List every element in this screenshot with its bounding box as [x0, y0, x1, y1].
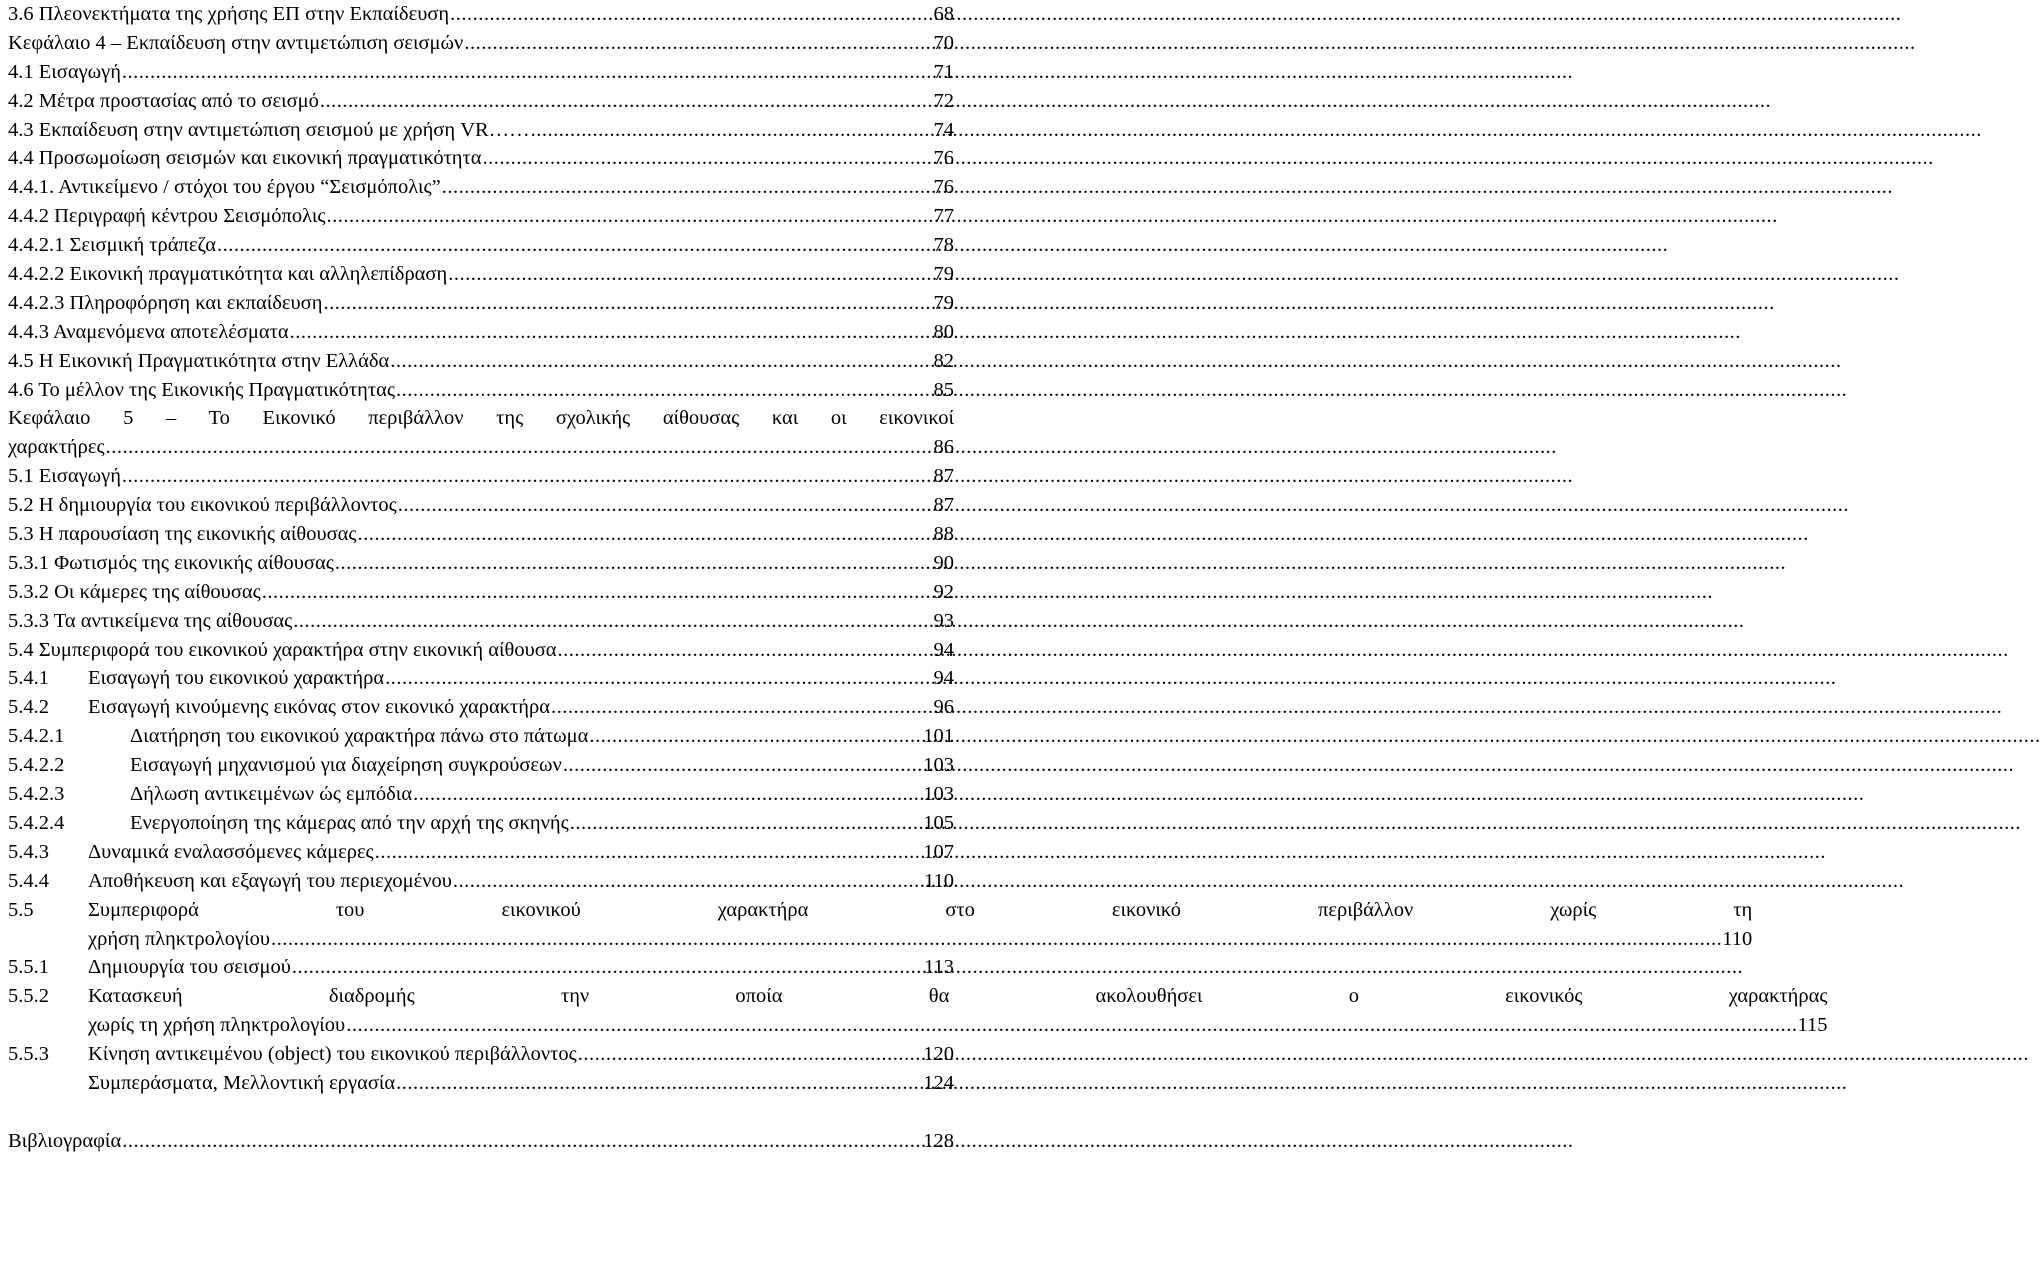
- dot-leader: [551, 693, 934, 722]
- toc-entry-page: 74: [933, 118, 954, 141]
- dot-leader: [292, 953, 924, 982]
- toc-entry-continuation: [88, 925, 1752, 954]
- toc-entry-title: Δυναμικά εναλασσόμενες κάμερες: [88, 840, 374, 863]
- toc-entry-page: 101: [923, 725, 954, 748]
- dot-leader: [563, 751, 923, 780]
- dot-leader: [293, 607, 933, 636]
- toc-entry-page: 77: [933, 205, 954, 228]
- toc-entry-continuation: [88, 1011, 1827, 1040]
- toc-entry: [8, 0, 954, 29]
- toc-entry: [8, 809, 954, 838]
- toc-entry-page: 80: [933, 320, 954, 343]
- toc-entry-title: 4.4.1. Αντικείμενο / στόχοι του έργου “Σεισμόπολις”: [8, 176, 441, 199]
- toc-entry-number: 5.4.2.1: [8, 725, 65, 748]
- dot-leader: [122, 1127, 923, 1156]
- toc-entry-page: 105: [923, 811, 954, 834]
- toc-entry-title: Εισαγωγή κινούμενης εικόνας στον εικονικό χαρακτήρα: [88, 696, 550, 719]
- toc-entry: [8, 867, 954, 896]
- toc-entry: [8, 607, 954, 636]
- toc-entry: [8, 520, 954, 549]
- toc-entry-page: 115: [1797, 1014, 1828, 1037]
- toc-entry-page: 71: [933, 60, 954, 83]
- toc-entry: [8, 636, 954, 665]
- toc-entry-page: 94: [933, 667, 954, 690]
- toc-entry-page: 110: [924, 869, 954, 892]
- toc-entry-title-line2: χρήση πληκτρολογίου: [88, 927, 270, 950]
- toc-entry-page: 96: [933, 696, 954, 719]
- toc-entry-title: 4.4.3 Αναμενόμενα αποτελέσματα: [8, 320, 289, 343]
- toc-entry-page: 87: [933, 465, 954, 488]
- toc-entry: [8, 549, 954, 578]
- toc-entry-title: 5.2 Η δημιουργία του εικονικού περιβάλλοντος: [8, 494, 397, 517]
- toc-entry: [8, 462, 954, 491]
- dot-leader: [320, 87, 934, 116]
- dot-leader: [464, 29, 933, 58]
- toc-entry-title: Αποθήκευση και εξαγωγή του περιεχομένου: [88, 869, 452, 892]
- toc-entry-page: 85: [933, 378, 954, 401]
- toc-entry: [8, 664, 954, 693]
- toc-entry-number: 5.5: [8, 898, 34, 921]
- toc-entry-number: 5.4.2.3: [8, 783, 65, 806]
- toc-entry: [8, 693, 954, 722]
- toc-entry-title: 4.4 Προσωμοίωση σεισμών και εικονική πραγματικότητα: [8, 147, 482, 170]
- toc-entry: [8, 751, 954, 780]
- toc-entry-title: 4.2 Μέτρα προστασίας από το σεισμό: [8, 89, 319, 112]
- toc-entry: [8, 491, 954, 520]
- toc-entry: [8, 260, 954, 289]
- toc-entry-page: 120: [923, 1043, 954, 1066]
- toc-entry-page: 110: [1722, 927, 1753, 950]
- dot-leader: [271, 925, 1722, 954]
- toc-entry-title: Κίνηση αντικειμένου (object) του εικονικού περιβάλλοντος: [88, 1043, 577, 1066]
- toc-entry-number: 5.4.2.2: [8, 754, 65, 777]
- toc-entry: [8, 29, 954, 58]
- toc-entry-title: 4.4.2 Περιγραφή κέντρου Σεισμόπολις: [8, 205, 326, 228]
- dot-leader: [290, 318, 934, 347]
- toc-entry-title-line1: Κεφάλαιο 5 – Το Εικονικό περιβάλλον της σχολικής αίθουσας και οι εικονικοί: [8, 407, 954, 430]
- toc-entry-title: Δημιουργία του σεισμού: [88, 956, 291, 979]
- dot-leader: [453, 867, 924, 896]
- dot-leader: [385, 664, 933, 693]
- toc-entry-multiline: [8, 404, 954, 462]
- toc-entry-page: 90: [933, 551, 954, 574]
- toc-entry-page: 113: [924, 956, 954, 979]
- dot-leader: [390, 347, 933, 376]
- toc-entry-page: 124: [923, 1071, 954, 1094]
- dot-leader: [375, 838, 924, 867]
- toc-entry: [8, 376, 954, 405]
- toc-entry-multiline: [8, 896, 1753, 954]
- toc-entry-title: 4.1 Εισαγωγή: [8, 60, 121, 83]
- toc-entry: [8, 578, 954, 607]
- toc-entry-page: 107: [923, 840, 954, 863]
- toc-entry-title: Ενεργοποίηση της κάμερας από την αρχή της σκηνής: [130, 811, 569, 834]
- toc-entry: [8, 780, 954, 809]
- toc-entry-title: Εισαγωγή μηχανισμού για διαχείρηση συγκρούσεων: [130, 754, 562, 777]
- dot-leader: [326, 202, 933, 231]
- toc-entry-page: 87: [933, 494, 954, 517]
- toc-entry: [8, 953, 954, 982]
- toc-entry-page: 88: [933, 523, 954, 546]
- toc-entry: [8, 144, 954, 173]
- toc-entry-title-line2: χαρακτήρες: [8, 436, 105, 459]
- toc-entry-title: Βιβλιογραφία: [8, 1129, 122, 1152]
- toc-entry-title: Διατήρηση του εικονικού χαρακτήρα πάνω στο πάτωμα: [130, 725, 589, 748]
- dot-leader: [589, 722, 923, 751]
- toc-entry-page: 76: [933, 147, 954, 170]
- toc-entry-page: 76: [933, 176, 954, 199]
- toc-entry-page: 72: [933, 89, 954, 112]
- toc-entry-title: 5.3.2 Οι κάμερες της αίθουσας: [8, 580, 261, 603]
- toc-entry-page: 103: [923, 754, 954, 777]
- dot-leader: [558, 636, 934, 665]
- toc-entry: [8, 347, 954, 376]
- toc-entry-page: 103: [923, 783, 954, 806]
- toc-entry: [8, 202, 954, 231]
- dot-leader: [398, 491, 934, 520]
- toc-entry-page: 86: [933, 436, 954, 459]
- toc-entry-title: 5.1 Εισαγωγή: [8, 465, 121, 488]
- toc-entry: [8, 116, 954, 145]
- toc-entry-title: Συμπεράσματα, Μελλοντική εργασία: [88, 1071, 396, 1094]
- toc-entry-title: 3.6 Πλεονεκτήματα της χρήσης ΕΠ στην Εκπαίδευση: [8, 3, 450, 25]
- toc-entry: [8, 1040, 954, 1069]
- toc-entry: [8, 318, 954, 347]
- toc-entry-title: 4.4.2.3 Πληροφόρηση και εκπαίδευση: [8, 291, 323, 314]
- dot-leader: [483, 144, 934, 173]
- toc-entry-title-line1: Συμπεριφορά του εικονικού χαρακτήρα στο εικονικό περιβάλλον χωρίς τη: [88, 898, 1753, 921]
- table-of-contents: [8, 0, 1828, 1156]
- dot-leader: [396, 1069, 923, 1098]
- dot-leader: [262, 578, 934, 607]
- dot-leader: [570, 809, 924, 838]
- toc-entry-page: 68: [933, 3, 954, 25]
- toc-entry: [8, 173, 954, 202]
- dot-leader: [106, 433, 934, 462]
- toc-entry-title: Εισαγωγή του εικονικού χαρακτήρα: [88, 667, 385, 690]
- toc-entry-number: 5.4.3: [8, 840, 49, 863]
- dot-leader: [217, 231, 934, 260]
- toc-entry: [8, 231, 954, 260]
- toc-entry-continuation: [8, 433, 954, 462]
- toc-entry-title: Κεφάλαιο 4 – Εκπαίδευση στην αντιμετώπιση σεισμών: [8, 31, 464, 54]
- dot-leader: [122, 462, 934, 491]
- dot-leader: [122, 58, 934, 87]
- dot-leader: [442, 173, 934, 202]
- toc-entry-page: 70: [933, 31, 954, 54]
- dot-leader: [413, 780, 923, 809]
- toc-entry-title: 5.3 Η παρουσίαση της εικονικής αίθουσας: [8, 523, 357, 546]
- toc-entry-page: 82: [933, 349, 954, 372]
- dot-leader: [335, 549, 934, 578]
- dot-leader: [578, 1040, 923, 1069]
- dot-leader: [450, 0, 933, 29]
- toc-entry-number: 5.5.1: [8, 956, 49, 979]
- toc-entry-number: 5.5.3: [8, 1043, 49, 1066]
- toc-entry-title: 4.4.2.2 Εικονική πραγματικότητα και αλληλεπίδραση: [8, 263, 448, 286]
- toc-entry-page: 128: [923, 1129, 954, 1152]
- toc-entry-number: 5.4.4: [8, 869, 49, 892]
- toc-entry: [8, 838, 954, 867]
- toc-entry-multiline: [8, 982, 1828, 1040]
- toc-entry-title: 4.3 Εκπαίδευση στην αντιμετώπιση σεισμού με χρήση VR……: [8, 118, 530, 141]
- toc-entry-title: 4.4.2.1 Σεισμική τράπεζα: [8, 234, 216, 257]
- toc-entry-page: 79: [933, 263, 954, 286]
- dot-leader: [358, 520, 934, 549]
- toc-entry-number: 5.4.1: [8, 667, 49, 690]
- toc-entry: [8, 1127, 954, 1156]
- toc-entry-page: 79: [933, 291, 954, 314]
- toc-entry-title: 4.6 Το μέλλον της Εικονικής Πραγματικότητας: [8, 378, 395, 401]
- dot-leader: [323, 289, 933, 318]
- toc-entry: [8, 289, 954, 318]
- dot-leader: [346, 1011, 1797, 1040]
- toc-entry-number: 5.4.2.4: [8, 811, 65, 834]
- toc-entry-title: 4.5 Η Εικονική Πραγματικότητα στην Ελλάδα: [8, 349, 390, 372]
- toc-entry-title: 5.3.1 Φωτισμός της εικονικής αίθουσας: [8, 551, 334, 574]
- toc-entry-page: 78: [933, 234, 954, 257]
- toc-entry-title-line2: χωρίς τη χρήση πληκτρολογίου: [88, 1014, 346, 1037]
- toc-entry: [8, 722, 954, 751]
- toc-entry-page: 93: [933, 609, 954, 632]
- toc-entry-title-line1: Κατασκευή διαδρομής την οποία θα ακολουθήσει ο εικονικός χαρακτήρας: [88, 985, 1828, 1008]
- toc-entry: [8, 87, 954, 116]
- dot-leader: [531, 116, 934, 145]
- toc-entry: [8, 1069, 954, 1098]
- toc-entry-number: 5.5.2: [8, 985, 49, 1008]
- toc-entry: [8, 58, 954, 87]
- toc-entry-title: 5.4 Συμπεριφορά του εικονικού χαρακτήρα στην εικονική αίθουσα: [8, 638, 557, 661]
- toc-entry-page: 94: [933, 638, 954, 661]
- toc-entry-page: 92: [933, 580, 954, 603]
- toc-entry-title: 5.3.3 Τα αντικείμενα της αίθουσας: [8, 609, 293, 632]
- dot-leader: [396, 376, 934, 405]
- toc-entry-number: 5.4.2: [8, 696, 49, 719]
- dot-leader: [448, 260, 933, 289]
- toc-entry-title: Δήλωση αντικειμένων ώς εμπόδια: [130, 783, 413, 806]
